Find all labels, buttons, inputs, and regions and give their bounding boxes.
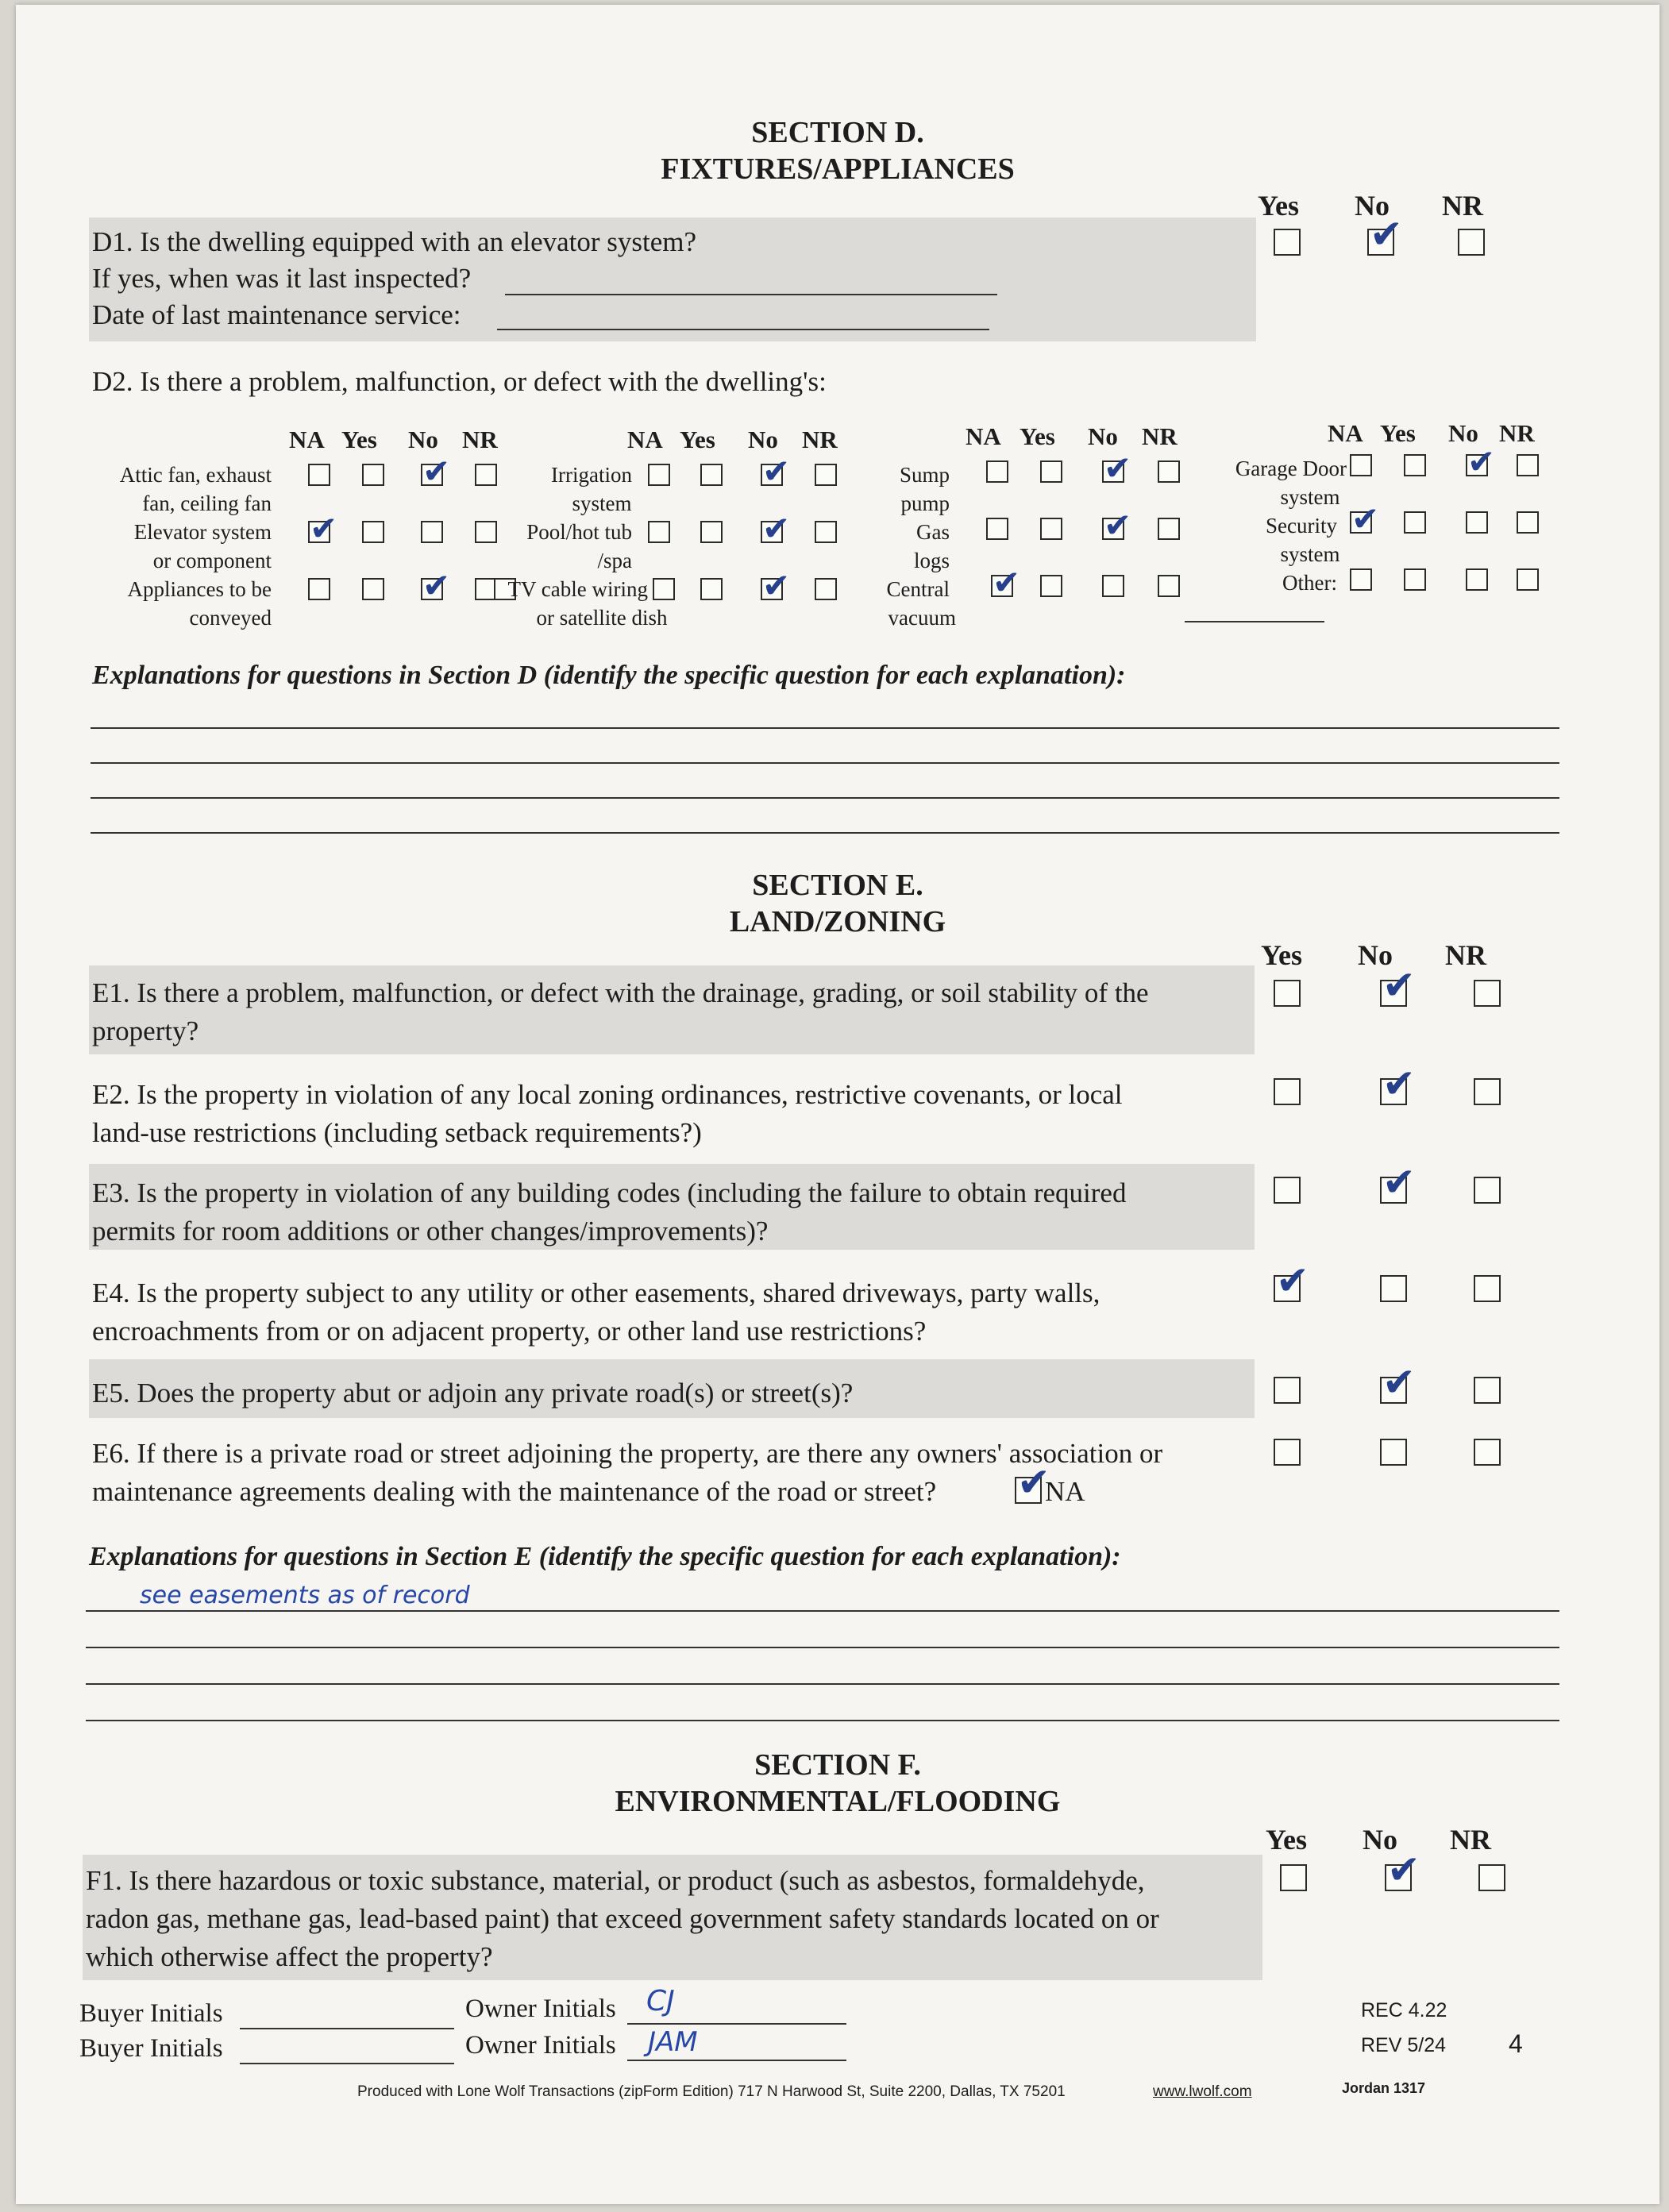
- e5-question-line1: E5. Does the property abut or adjoin any private road(s) or street(s)?: [92, 1378, 854, 1409]
- buyer-initials-label-1: Buyer Initials: [79, 1999, 223, 2028]
- f1-question-line3: which otherwise affect the property?: [86, 1941, 493, 1972]
- d2-elevator-na[interactable]: [308, 521, 330, 543]
- e6-nr-checkbox[interactable]: [1474, 1439, 1501, 1466]
- e-handwritten-explanation: see easements as of record: [140, 1582, 470, 1609]
- d2-pool-label-2: /spa: [597, 549, 632, 572]
- d2-attic-fan-label-1: Attic fan, exhaust: [119, 463, 272, 487]
- e6-question-line1: E6. If there is a private road or street adjoining the property, are there any owners' association or: [92, 1438, 1163, 1469]
- d1-nr-checkbox[interactable]: [1458, 229, 1485, 256]
- d2-g1-header-na: NA: [289, 426, 325, 453]
- e1-yes-checkbox[interactable]: [1274, 980, 1301, 1007]
- d2-g3-header-no: No: [1088, 422, 1118, 450]
- e1-question-line1: E1. Is there a problem, malfunction, or defect with the drainage, grading, or soil stability of the: [92, 977, 1149, 1008]
- d2-g3-header-na: NA: [966, 422, 1001, 450]
- f1-yes-checkbox[interactable]: [1280, 1864, 1307, 1891]
- section-d-title: SECTION D.: [751, 116, 924, 149]
- d2-g4-header-yes: Yes: [1380, 419, 1416, 447]
- d2-pool-yes[interactable]: [700, 521, 723, 543]
- d2-sump-no[interactable]: [1102, 461, 1124, 483]
- f1-nr-checkbox[interactable]: [1478, 1864, 1505, 1891]
- d2-g2-header-yes: Yes: [680, 426, 715, 453]
- d2-pool-no[interactable]: [761, 521, 783, 543]
- e3-no-checkbox[interactable]: [1380, 1177, 1407, 1204]
- d2-gas-logs-label-1: Gas: [916, 520, 950, 544]
- e-explanation-line-3[interactable]: [86, 1683, 1559, 1685]
- d1-yes-checkbox[interactable]: [1274, 229, 1301, 256]
- e2-yes-checkbox[interactable]: [1274, 1078, 1301, 1105]
- d-explanation-line-1[interactable]: [91, 727, 1559, 729]
- d1-header-yes: Yes: [1258, 190, 1299, 222]
- d2-gas-logs-yes[interactable]: [1040, 518, 1062, 540]
- d2-appliances-label-2: conveyed: [189, 606, 272, 630]
- section-d-subtitle: FIXTURES/APPLIANCES: [661, 152, 1015, 186]
- d2-elevator-no[interactable]: [421, 521, 443, 543]
- e-explanation-line-1[interactable]: [86, 1610, 1559, 1612]
- d2-central-vacuum-label-1: Central: [886, 577, 950, 601]
- d2-central-vacuum-nr[interactable]: [1158, 575, 1180, 597]
- d2-appliances-label-1: Appliances to be: [127, 577, 272, 601]
- d2-g1-header-nr: NR: [462, 426, 498, 453]
- d2-irrigation-no[interactable]: [761, 464, 783, 486]
- f1-question-line1: F1. Is there hazardous or toxic substance, material, or product (such as asbestos, formaldehyde,: [86, 1865, 1145, 1896]
- e6-question-line2: maintenance agreements dealing with the maintenance of the road or street?: [92, 1476, 937, 1507]
- section-d-explanations-label: Explanations for questions in Section D (identify the specific question for each explanation):: [92, 661, 1126, 690]
- e4-yes-checkbox[interactable]: [1274, 1275, 1301, 1302]
- d2-appliances-no[interactable]: [421, 578, 443, 600]
- d2-garage-door-nr[interactable]: [1517, 454, 1539, 476]
- e-explanation-line-4[interactable]: [86, 1720, 1559, 1721]
- e5-no-checkbox[interactable]: [1380, 1377, 1407, 1404]
- d2-other-nr[interactable]: [1517, 568, 1539, 591]
- owner-initials-line-1[interactable]: [627, 2023, 846, 2025]
- d2-irrigation-nr[interactable]: [815, 464, 837, 486]
- d1-no-checkbox[interactable]: [1367, 229, 1394, 256]
- d2-garage-door-label-1: Garage Door: [1235, 457, 1347, 480]
- d2-g2-header-na: NA: [627, 426, 663, 453]
- e1-question-line2: property?: [92, 1015, 199, 1046]
- e-header-no: No: [1358, 939, 1393, 971]
- e5-yes-checkbox[interactable]: [1274, 1377, 1301, 1404]
- d2-pool-nr[interactable]: [815, 521, 837, 543]
- e6-no-checkbox[interactable]: [1380, 1439, 1407, 1466]
- d2-g1-header-yes: Yes: [341, 426, 377, 453]
- d1-question-line1: D1. Is the dwelling equipped with an elevator system?: [92, 226, 697, 257]
- d2-pool-label-1: Pool/hot tub: [526, 520, 632, 544]
- d2-pool-na[interactable]: [648, 521, 670, 543]
- d2-tv-cable-na[interactable]: [653, 578, 675, 600]
- d2-sump-label-2: pump: [900, 491, 950, 515]
- d2-central-vacuum-label-2: vacuum: [888, 606, 956, 630]
- f-header-nr: NR: [1450, 1824, 1491, 1856]
- d2-g4-header-na: NA: [1328, 419, 1363, 447]
- e6-yes-checkbox[interactable]: [1274, 1439, 1301, 1466]
- d2-security-label-1: Security: [1266, 514, 1337, 538]
- d2-other-line[interactable]: [1185, 621, 1324, 622]
- d2-elevator-label-2: or component: [152, 549, 272, 572]
- d2-garage-door-na[interactable]: [1350, 454, 1372, 476]
- f1-question-line2: radon gas, methane gas, lead-based paint) that exceed government safety standards located on or: [86, 1903, 1159, 1934]
- e3-question-line2: permits for room additions or other changes/improvements)?: [92, 1216, 769, 1247]
- d2-central-vacuum-yes[interactable]: [1040, 575, 1062, 597]
- d2-tv-cable-label-2: or satellite dish: [536, 606, 668, 630]
- d2-other-no[interactable]: [1466, 568, 1488, 591]
- d2-g2-header-nr: NR: [802, 426, 838, 453]
- d2-g4-header-no: No: [1448, 419, 1478, 447]
- d2-appliances-na[interactable]: [308, 578, 330, 600]
- e3-question-line1: E3. Is the property in violation of any building codes (including the failure to obtain required: [92, 1177, 1127, 1208]
- owner-initials-label-1: Owner Initials: [465, 1994, 616, 2023]
- d2-g2-header-no: No: [748, 426, 778, 453]
- d2-security-label-2: system: [1280, 542, 1340, 566]
- d2-elevator-label-1: Elevator system: [133, 520, 272, 544]
- owner-initials-line-2[interactable]: [627, 2060, 846, 2061]
- d1-question-line3: Date of last maintenance service:: [92, 299, 461, 330]
- d2-appliances-yes[interactable]: [362, 578, 384, 600]
- d2-question: D2. Is there a problem, malfunction, or defect with the dwelling's:: [92, 366, 827, 397]
- e4-question-line1: E4. Is the property subject to any utility or other easements, shared driveways, party walls,: [92, 1277, 1100, 1308]
- owner-initial-2-signature: JAM: [648, 2026, 698, 2058]
- d2-attic-fan-no[interactable]: [421, 464, 443, 486]
- d2-tv-cable-no[interactable]: [761, 578, 783, 600]
- d2-tv-cable-yes[interactable]: [700, 578, 723, 600]
- d2-gas-logs-nr[interactable]: [1158, 518, 1180, 540]
- d2-g4-header-nr: NR: [1499, 419, 1535, 447]
- d2-security-no[interactable]: [1466, 511, 1488, 534]
- e-header-nr: NR: [1445, 939, 1486, 971]
- d2-garage-door-yes[interactable]: [1404, 454, 1426, 476]
- d2-central-vacuum-no[interactable]: [1102, 575, 1124, 597]
- e5-nr-checkbox[interactable]: [1474, 1377, 1501, 1404]
- e-explanation-line-2[interactable]: [86, 1647, 1559, 1648]
- d2-g3-header-nr: NR: [1142, 422, 1178, 450]
- buyer-initials-line-1[interactable]: [240, 2028, 454, 2029]
- d2-security-na[interactable]: [1350, 511, 1372, 534]
- d2-gas-logs-no[interactable]: [1102, 518, 1124, 540]
- form-rev-number: REV 5/24: [1361, 2034, 1447, 2056]
- e4-question-line2: encroachments from or on adjacent property, or other land use restrictions?: [92, 1316, 927, 1347]
- d2-security-yes[interactable]: [1404, 511, 1426, 534]
- e2-question-line1: E2. Is the property in violation of any local zoning ordinances, restrictive covenants, or local: [92, 1079, 1123, 1110]
- d2-sump-yes[interactable]: [1040, 461, 1062, 483]
- d2-attic-fan-label-2: fan, ceiling fan: [142, 491, 272, 515]
- d1-maintenance-line[interactable]: [497, 329, 989, 330]
- section-f-title: SECTION F.: [754, 1748, 921, 1782]
- d2-attic-fan-na[interactable]: [308, 464, 330, 486]
- e6-na-label: NA: [1045, 1476, 1085, 1507]
- owner-initials-label-2: Owner Initials: [465, 2031, 616, 2060]
- lwolf-link[interactable]: www.lwolf.com: [1153, 2083, 1252, 2100]
- d2-irrigation-label-2: system: [572, 491, 632, 515]
- buyer-initials-label-2: Buyer Initials: [79, 2034, 223, 2063]
- e1-nr-checkbox[interactable]: [1474, 980, 1501, 1007]
- d2-sump-na[interactable]: [986, 461, 1008, 483]
- f-header-yes: Yes: [1266, 1824, 1307, 1856]
- d2-other-na[interactable]: [1350, 568, 1372, 591]
- e1-no-checkbox[interactable]: [1380, 980, 1407, 1007]
- e3-nr-checkbox[interactable]: [1474, 1177, 1501, 1204]
- buyer-initials-line-2[interactable]: [240, 2063, 454, 2064]
- e4-no-checkbox[interactable]: [1380, 1275, 1407, 1302]
- e2-no-checkbox[interactable]: [1380, 1078, 1407, 1105]
- section-f-subtitle: ENVIRONMENTAL/FLOODING: [615, 1785, 1061, 1818]
- d2-elevator-yes[interactable]: [362, 521, 384, 543]
- d-explanation-line-3[interactable]: [91, 797, 1559, 799]
- d-explanation-line-2[interactable]: [91, 762, 1559, 764]
- d1-inspected-line[interactable]: [505, 294, 997, 295]
- d2-attic-fan-yes[interactable]: [362, 464, 384, 486]
- d2-irrigation-label-1: Irrigation: [551, 463, 632, 487]
- d1-question-line2: If yes, when was it last inspected?: [92, 263, 472, 294]
- d2-g1-header-no: No: [408, 426, 438, 453]
- f-header-no: No: [1363, 1824, 1397, 1856]
- d1-header-no: No: [1355, 190, 1390, 222]
- d-explanation-line-4[interactable]: [91, 832, 1559, 834]
- e2-nr-checkbox[interactable]: [1474, 1078, 1501, 1105]
- d2-garage-door-label-2: system: [1280, 485, 1340, 509]
- d2-tv-cable-nr[interactable]: [815, 578, 837, 600]
- d1-header-nr: NR: [1442, 190, 1483, 222]
- d2-central-vacuum-na[interactable]: [991, 575, 1013, 597]
- form-page: [16, 5, 1659, 2204]
- e6-na-checkbox[interactable]: [1015, 1477, 1042, 1504]
- d2-irrigation-yes[interactable]: [700, 464, 723, 486]
- d2-sump-label-1: Sump: [899, 463, 950, 487]
- form-rec-number: REC 4.22: [1361, 1999, 1447, 2021]
- d2-gas-logs-na[interactable]: [986, 518, 1008, 540]
- d2-tv-cable-label-1: TV cable wiring: [507, 577, 648, 601]
- e2-question-line2: land-use restrictions (including setback requirements?): [92, 1117, 702, 1148]
- e4-nr-checkbox[interactable]: [1474, 1275, 1501, 1302]
- e-header-yes: Yes: [1261, 939, 1302, 971]
- d2-other-yes[interactable]: [1404, 568, 1426, 591]
- d2-irrigation-na[interactable]: [648, 464, 670, 486]
- section-e-subtitle: LAND/ZONING: [729, 905, 946, 938]
- e3-yes-checkbox[interactable]: [1274, 1177, 1301, 1204]
- file-reference: Jordan 1317: [1342, 2080, 1426, 2096]
- section-e-explanations-label: Explanations for questions in Section E (identify the specific question for each explanation):: [89, 1542, 1121, 1571]
- f1-no-checkbox[interactable]: [1385, 1864, 1412, 1891]
- d2-sump-nr[interactable]: [1158, 461, 1180, 483]
- owner-initial-1-signature: CJ: [646, 1985, 675, 2017]
- d2-garage-door-no[interactable]: [1466, 454, 1488, 476]
- produced-with-text: Produced with Lone Wolf Transactions (zipForm Edition) 717 N Harwood St, Suite 2200, Dallas, TX 75201: [357, 2083, 1066, 2100]
- d2-g3-header-yes: Yes: [1020, 422, 1055, 450]
- d2-other-label: Other:: [1282, 571, 1337, 595]
- section-e-title: SECTION E.: [752, 869, 923, 902]
- d2-gas-logs-label-2: logs: [913, 549, 950, 572]
- page-number: 4: [1509, 2029, 1523, 2058]
- d2-security-nr[interactable]: [1517, 511, 1539, 534]
